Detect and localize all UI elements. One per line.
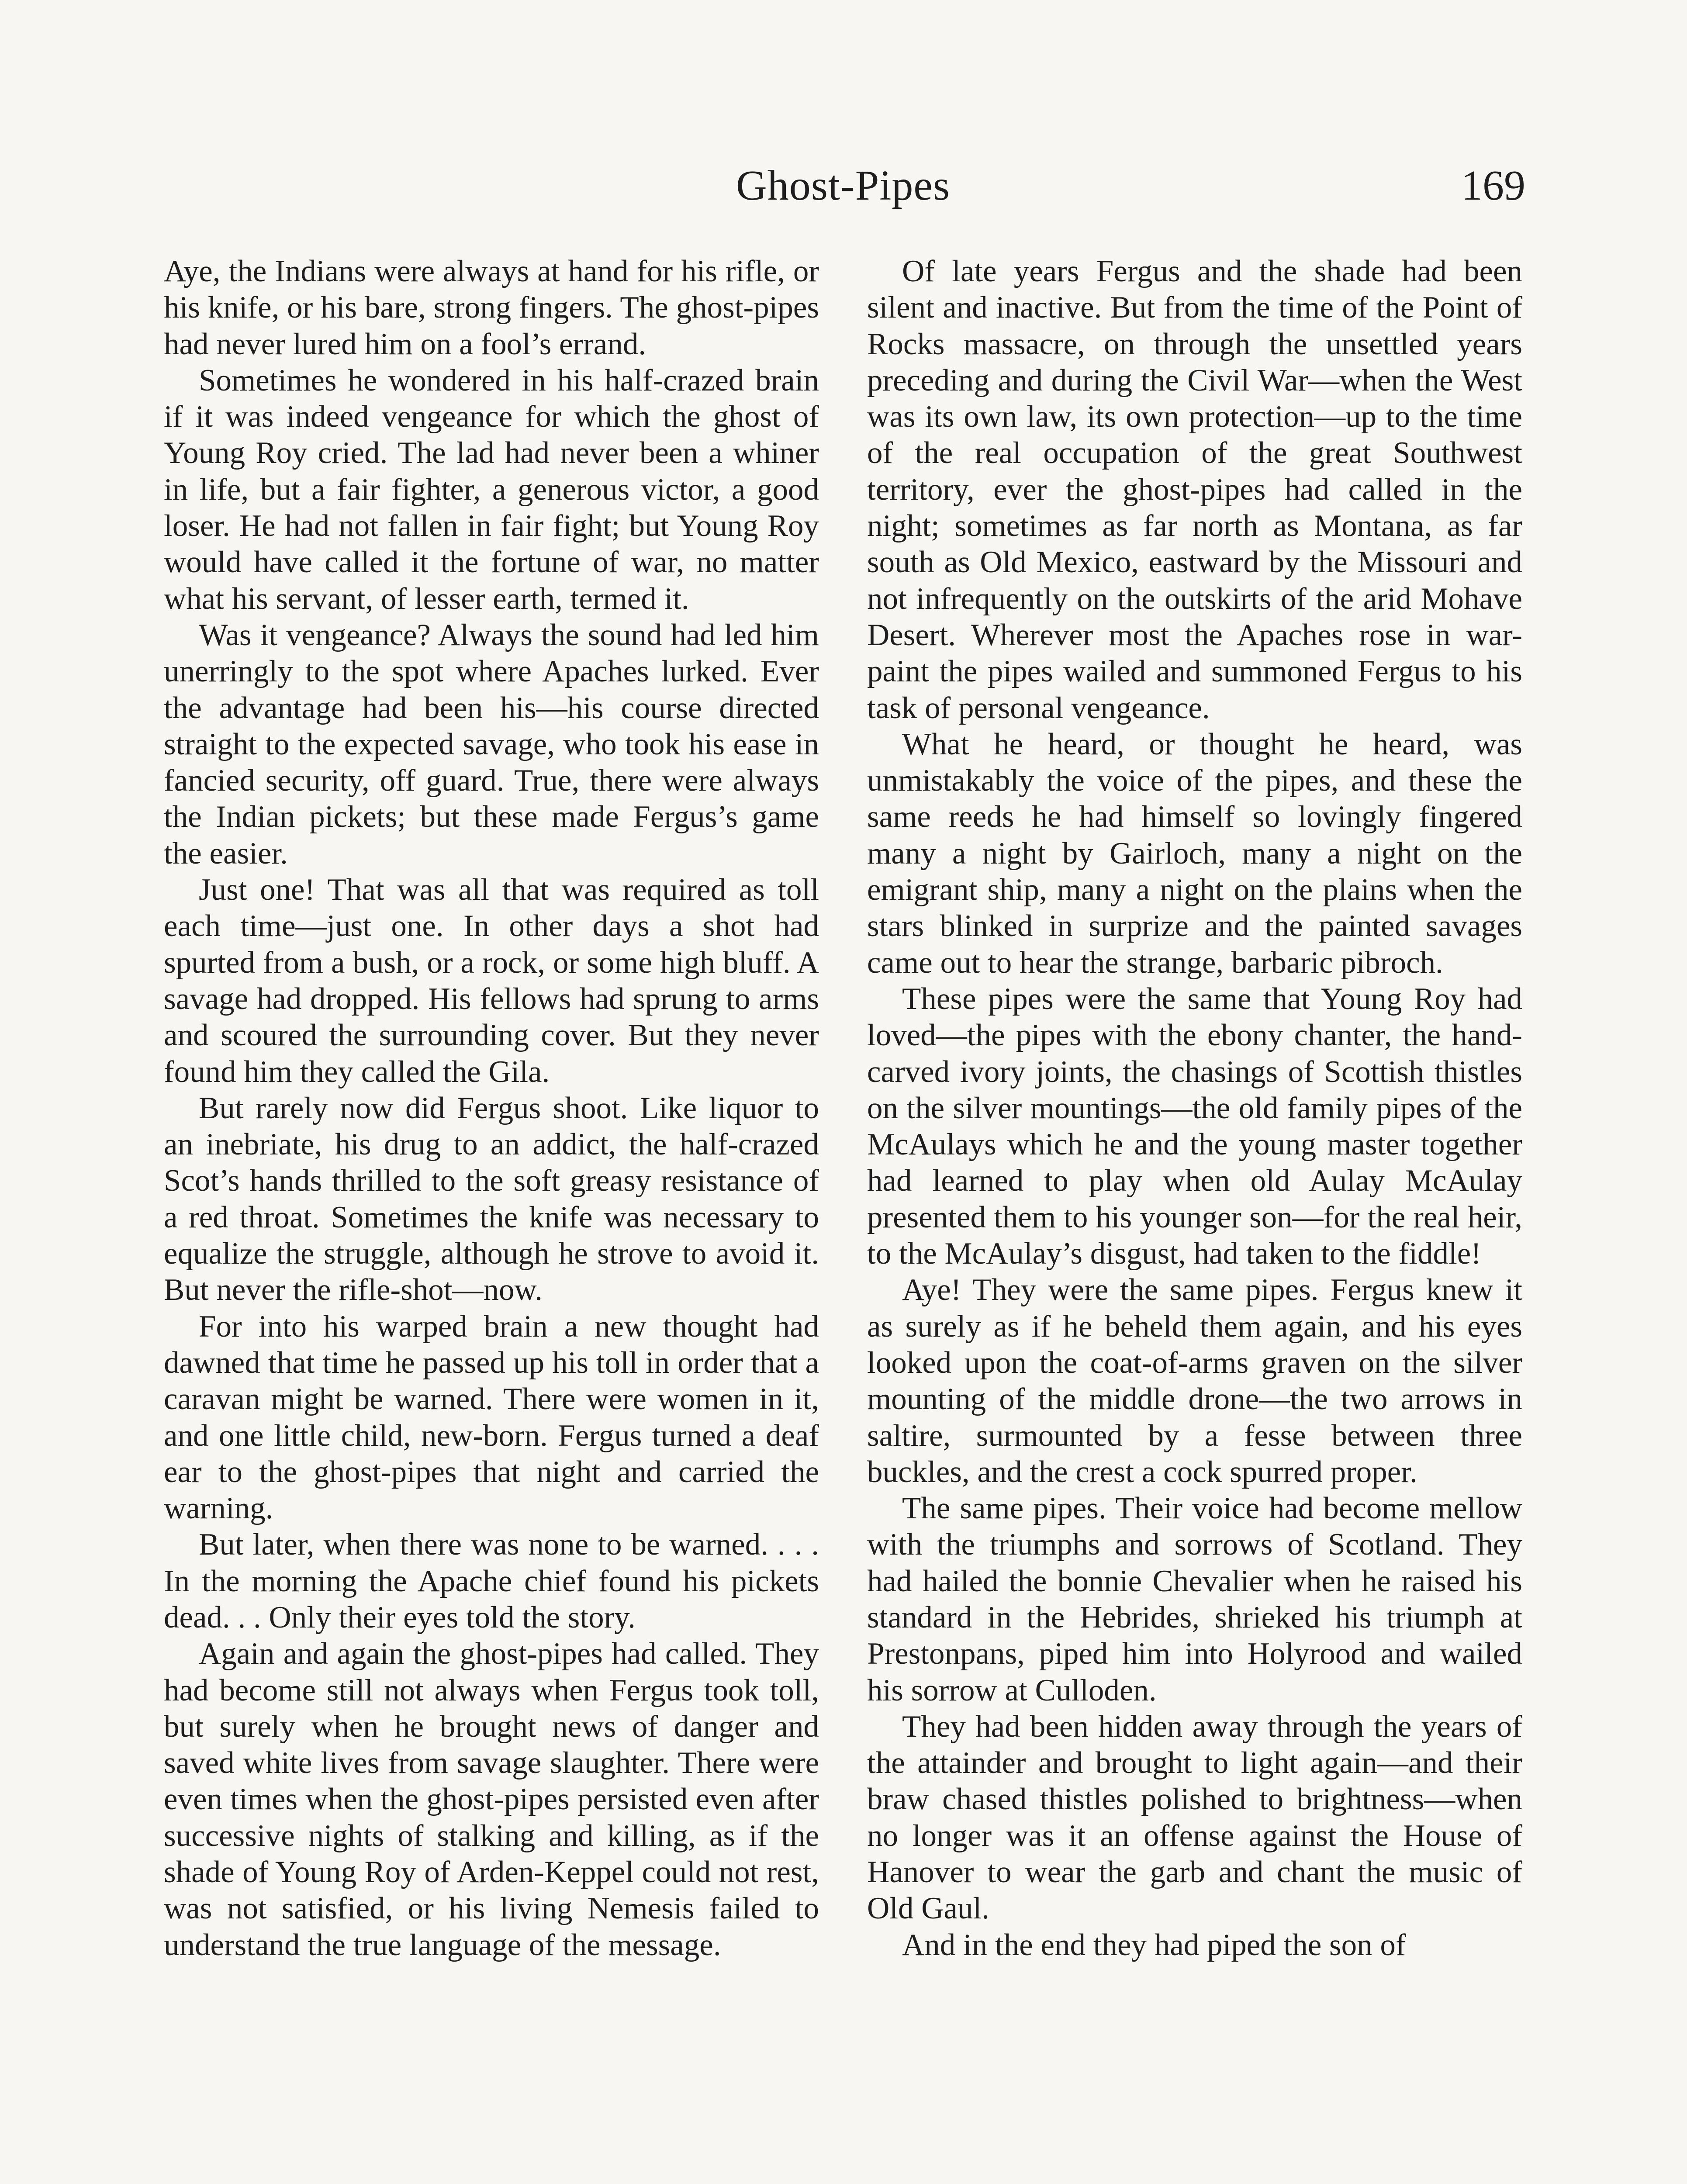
paragraph: But rarely now did Fergus shoot. Like liquor to an inebriate, his drug to an addict, the half-crazed Scot’s hands thrilled to the soft greasy resistance of a red throat. Sometimes the knife was necessary to equalize the struggle, although he strove to avoid it. But never the rifle-shot—now.: [164, 1091, 819, 1307]
paragraph: They had been hidden away through the years of the attainder and brought to light again—and their braw chased thistles polished to brightness—when no longer was it an offense against the House of Hanover to wear the garb and chant the music of Old Gaul.: [867, 1709, 1522, 1926]
paragraph: Sometimes he wondered in his half-crazed brain if it was indeed vengeance for which the ghost of Young Roy cried. The lad had never been a whiner in life, but a fair fighter, a generous victor, a good loser. He had not fallen in fair fight; but Young Roy would have called it the fortune of war, no matter what his servant, of lesser earth, termed it.: [164, 363, 819, 616]
paragraph: Aye, the Indians were always at hand for his rifle, or his knife, or his bare, strong fingers. The ghost-pipes had never lured him on a fool’s errand.: [164, 254, 819, 361]
paragraph: Of late years Fergus and the shade had been silent and inactive. But from the time of the Point of Rocks massacre, on through the unsettled years preceding and during the Civil War—when the West was its own law, its own protection—up to the time of the real occupation of the great Southwest territory, ever the ghost-pipes had called in the night; sometimes as far north as Montana, as far south as Old Mexico, eastward by the Missouri and not infrequently on the outskirts of the arid Mohave Desert. Wherever most the Apaches rose in war-paint the pipes wailed and summoned Fergus to his task of personal vengeance.: [867, 254, 1522, 725]
paragraph: Again and again the ghost-pipes had called. They had become still not always when Fergus took toll, but surely when he brought news of danger and saved white lives from savage slaughter. There were even times when the ghost-pipes persisted even after successive nights of stalking and killing, as if the shade of Young Roy of Arden-Keppel could not rest, was not satisfied, or his living Nemesis failed to understand the true language of the message.: [164, 1637, 819, 1962]
paragraph: And in the end they had piped the son of: [902, 1928, 1406, 1962]
paragraph: Aye! They were the same pipes. Fergus knew it as surely as if he beheld them again, and his eyes looked upon the coat-of-arms graven on the silver mounting of the middle drone—the two arrows in saltire, surmounted by a fesse between three buckles, and the crest a cock spurred proper.: [867, 1273, 1522, 1489]
paragraph: What he heard, or thought he heard, was unmistakably the voice of the pipes, and these the same reeds he had himself so lovingly fingered many a night by Gairloch, many a night on the emigrant ship, many a night on the plains when the stars blinked in surprize and the painted savages came out to hear the strange, barbaric pibroch.: [867, 727, 1522, 980]
running-head: Ghost-Pipes: [736, 162, 951, 209]
left-column: [164, 253, 819, 2184]
paragraph: These pipes were the same that Young Roy had loved—the pipes with the ebony chanter, the hand-carved ivory joints, the chasings of Scottish thistles on the silver mountings—the old family pipes of the McAulays which he and the young master together had learned to play when old Aulay McAulay presented them to his younger son—for the real heir, to the McAulay’s disgust, had taken to the fiddle!: [867, 981, 1522, 1271]
paragraph: For into his warped brain a new thought had dawned that time he passed up his toll in order that a caravan might be warned. There were women in it, and one little child, new-born. Fergus turned a deaf ear to the ghost-pipes that night and carried the warning.: [164, 1309, 819, 1526]
paragraph: But later, when there was none to be warned. . . . In the morning the Apache chief found his pickets dead. . . Only their eyes told the story.: [164, 1527, 819, 1635]
paragraph: Just one! That was all that was required as toll each time—just one. In other days a shot had spurted from a bush, or a rock, or some high bluff. A savage had dropped. His fellows had sprung to arms and scoured the surrounding cover. But they never found him they called the Gila.: [164, 873, 819, 1089]
page-number: 169: [1461, 162, 1525, 209]
paragraph: Was it vengeance? Always the sound had led him unerringly to the spot where Apaches lurked. Ever the advantage had been his—his course directed straight to the expected savage, who took his ease in fancied security, off guard. True, there were always the Indian pickets; but these made Fergus’s game the easier.: [164, 618, 819, 871]
right-column: [867, 253, 1522, 2184]
paragraph: The same pipes. Their voice had become mellow with the triumphs and sorrows of Scotland. They had hailed the bonnie Chevalier when he raised his standard in the Hebrides, shrieked his triumph at Prestonpans, piped him into Holyrood and wailed his sorrow at Culloden.: [867, 1491, 1522, 1707]
page-header: [0, 155, 1687, 216]
